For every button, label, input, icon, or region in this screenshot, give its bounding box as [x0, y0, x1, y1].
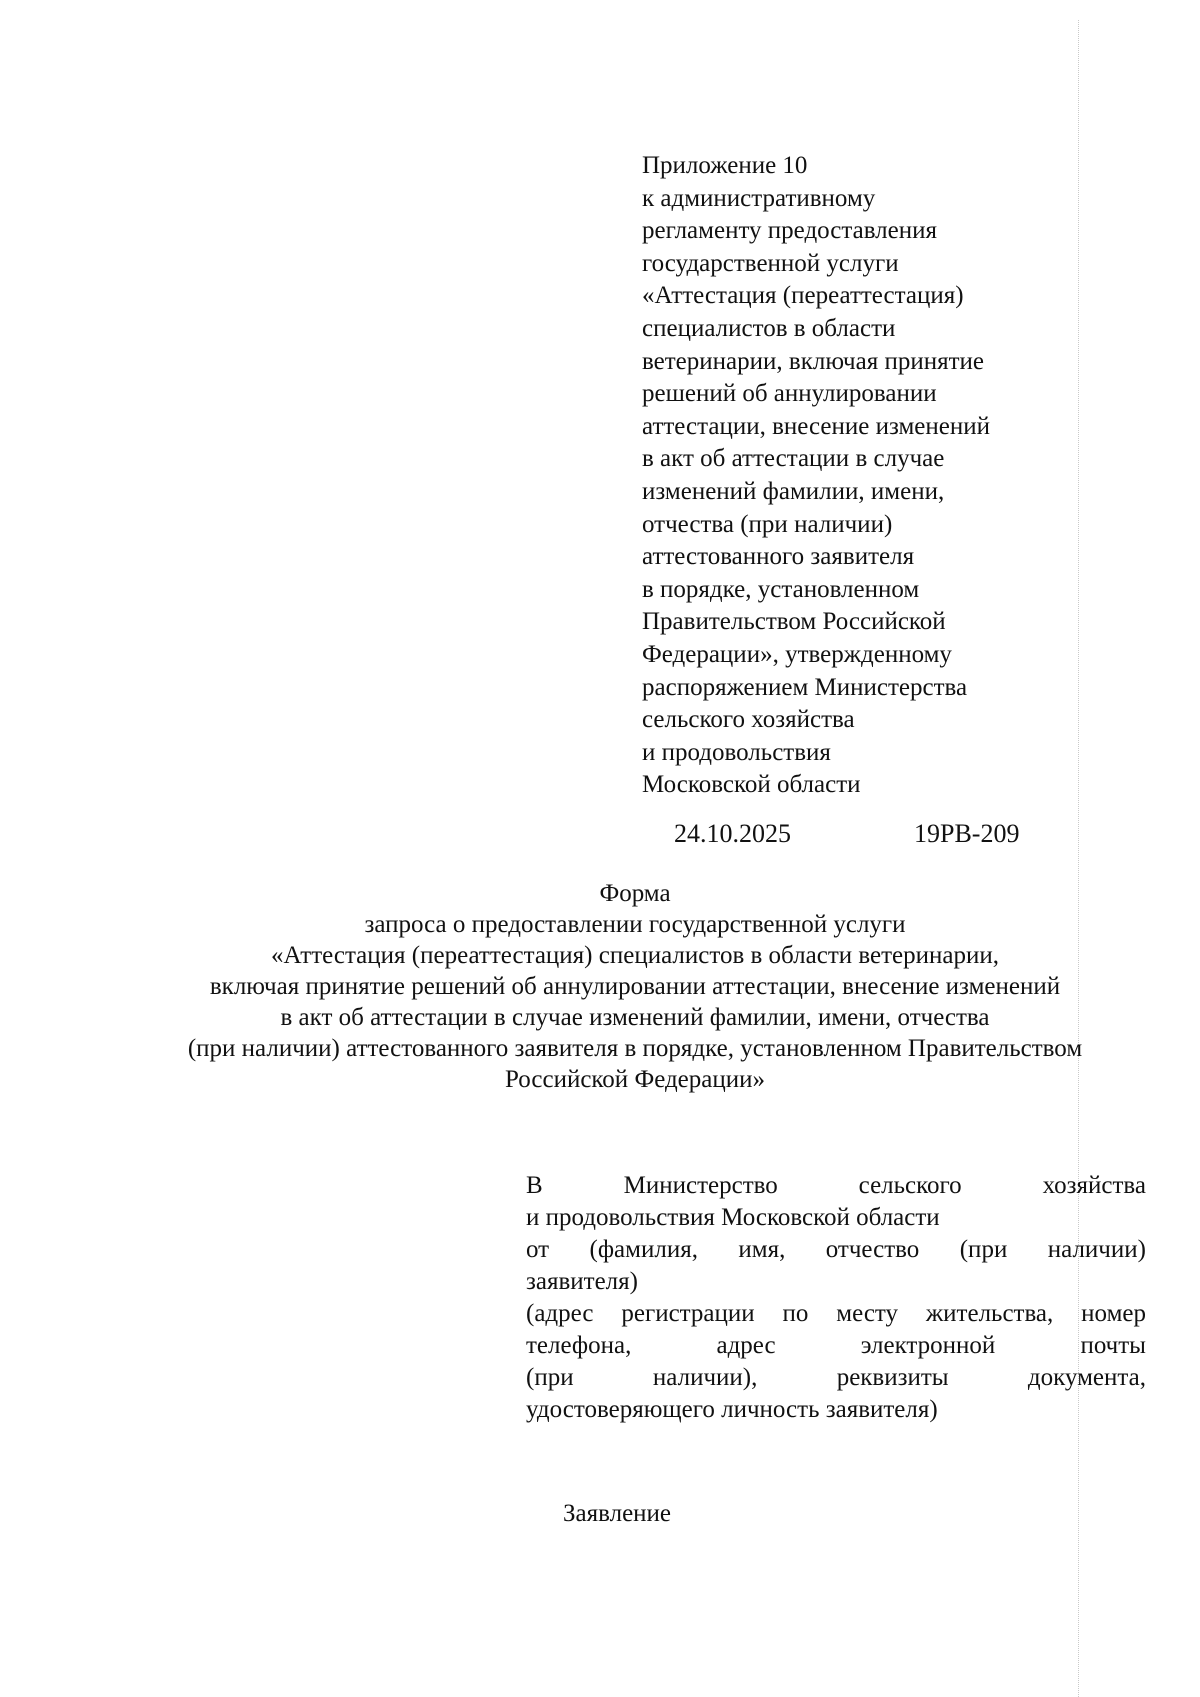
addressee-word: электронной [860, 1332, 996, 1359]
addressee-line [526, 1234, 1146, 1266]
addressee-word: сельского [858, 1172, 962, 1199]
addressee-line: удостоверяющего личность заявителя) [526, 1396, 938, 1423]
statement-title: Заявление [563, 1500, 672, 1527]
form-title-line: «Аттестация (переаттестация) специалистов в области ветеринарии, [270, 942, 1000, 969]
addressee-line [526, 1298, 1146, 1330]
addressee-word: (при [959, 1236, 1008, 1263]
addressee-word: (при [526, 1364, 574, 1391]
appendix-line: сельского хозяйства [642, 706, 855, 734]
appendix-line: ветеринарии, включая принятие [642, 347, 984, 375]
appendix-line: распоряжением Министерства [642, 673, 968, 701]
appendix-line: Московской области [642, 771, 861, 799]
addressee-word: по [782, 1300, 809, 1327]
addressee-line: заявителя) [526, 1268, 638, 1295]
appendix-line: регламенту предоставления [642, 217, 938, 245]
appendix-line: изменений фамилии, имени, [642, 477, 945, 505]
appendix-line: аттестации, внесение изменений [642, 412, 991, 440]
addressee-word: регистрации [621, 1300, 755, 1327]
addressee-word: наличии) [1047, 1236, 1146, 1263]
appendix-line: к административному [642, 184, 876, 212]
addressee-word: адрес [716, 1332, 776, 1359]
form-title [90, 878, 1180, 1095]
addressee-line [526, 1170, 1146, 1202]
appendix-line: решений об аннулировании [642, 380, 937, 408]
addressee-word: (фамилия, [589, 1236, 698, 1263]
form-title-line: Российской Федерации» [504, 1066, 766, 1093]
form-title-line: запроса о предоставлении государственной услуги [364, 911, 906, 938]
addressee-line [526, 1330, 1146, 1362]
appendix-line: государственной услуги [642, 249, 899, 277]
form-heading: Форма [599, 880, 671, 907]
addressee-block [526, 1170, 1146, 1426]
addressee-word: хозяйства [1042, 1172, 1146, 1199]
addressee-line: и продовольствия Московской области [526, 1204, 940, 1231]
addressee-word: наличии), [652, 1364, 758, 1391]
appendix-line: Приложение 10 [642, 152, 808, 179]
form-title-line: (при наличии) аттестованного заявителя в порядке, установленном Правительством [187, 1035, 1083, 1062]
appendix-line: аттестованного заявителя [642, 543, 915, 571]
addressee-word: отчество [825, 1236, 920, 1263]
addressee-word: почты [1080, 1332, 1146, 1359]
appendix-line: Федерации», утвержденному [642, 640, 952, 668]
appendix-line: отчества (при наличии) [642, 510, 893, 538]
appendix-header [642, 150, 1072, 802]
addressee-word: (адрес [526, 1300, 594, 1327]
scan-artifact-line [1078, 20, 1079, 1697]
order-number: 19РВ-209 [914, 819, 1020, 848]
addressee-word: месту [836, 1300, 899, 1327]
addressee-word: номер [1081, 1300, 1146, 1327]
addressee-line [526, 1362, 1146, 1394]
appendix-line: специалистов в области [642, 314, 896, 342]
form-title-line: включая принятие решений об аннулировании аттестации, внесение изменений [209, 973, 1061, 1000]
addressee-word: В [526, 1172, 543, 1199]
appendix-line: и продовольствия [642, 738, 831, 766]
addressee-word: имя, [738, 1236, 786, 1263]
appendix-line: в порядке, установленном [642, 575, 920, 603]
addressee-word: Министерство [623, 1172, 778, 1199]
form-title-line: в акт об аттестации в случае изменений фамилии, имени, отчества [280, 1004, 990, 1031]
addressee-word: от [526, 1236, 550, 1263]
addressee-word: телефона, [526, 1332, 632, 1359]
addressee-word: документа, [1027, 1364, 1146, 1391]
appendix-line: «Аттестация (переаттестация) [642, 282, 964, 310]
addressee-word: реквизиты [836, 1364, 949, 1391]
order-date: 24.10.2025 [674, 819, 791, 848]
appendix-line: в акт об аттестации в случае [642, 445, 945, 473]
appendix-line: Правительством Российской [642, 608, 946, 636]
addressee-word: жительства, [925, 1300, 1054, 1327]
